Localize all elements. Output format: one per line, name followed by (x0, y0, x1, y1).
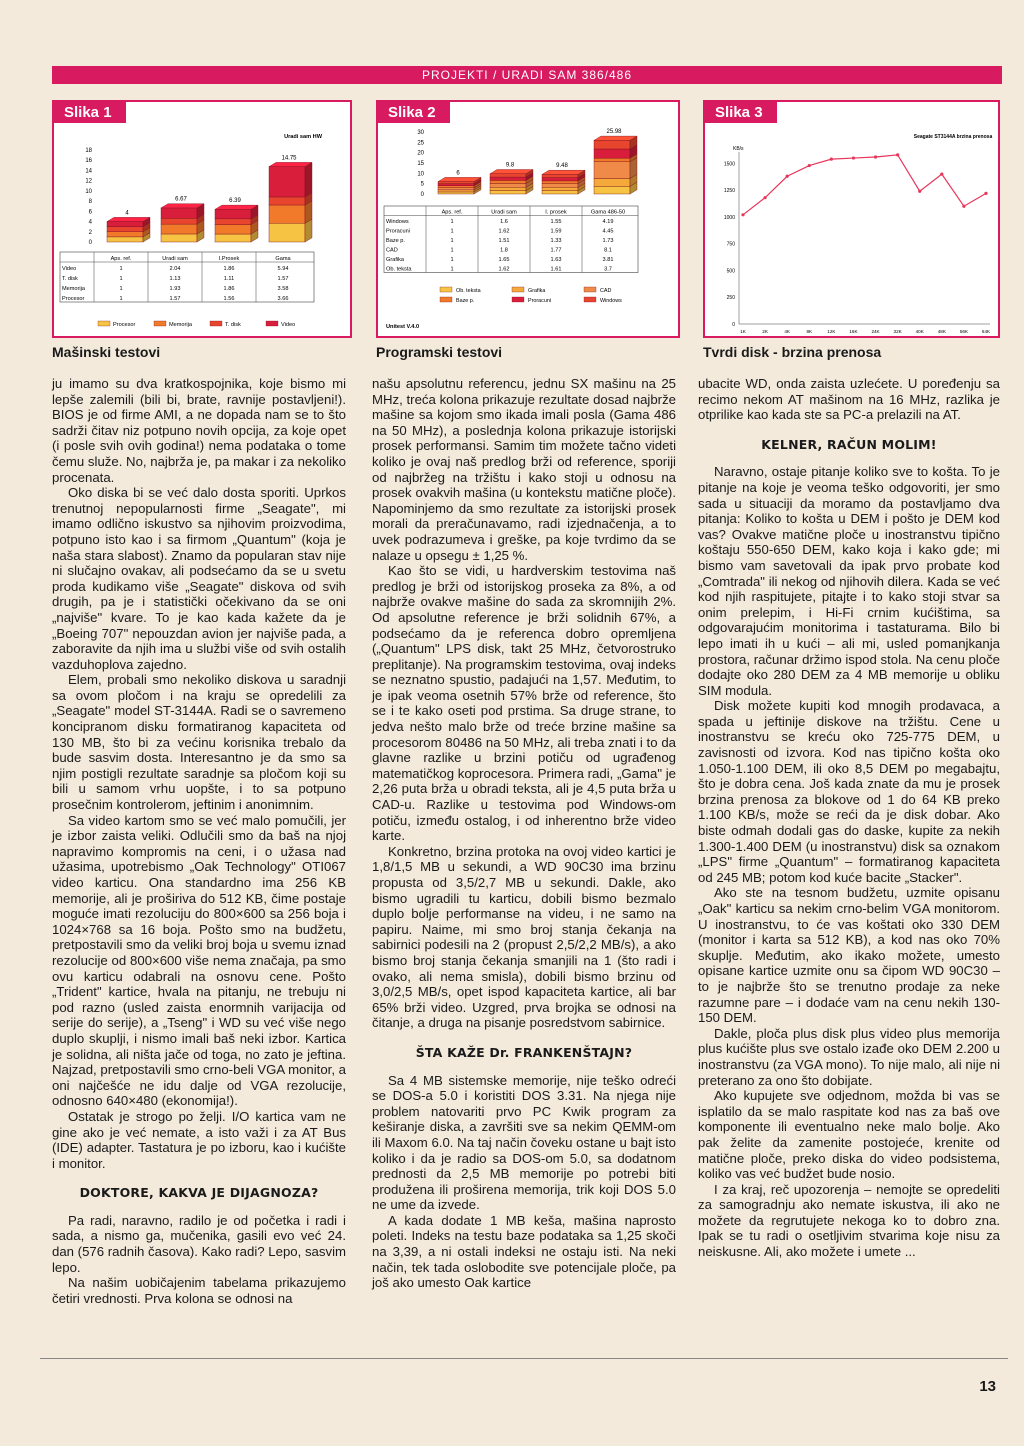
table-cell: 1.59 (550, 228, 562, 235)
bar-total-label: 25.98 (606, 129, 622, 136)
legend-swatch (210, 321, 222, 326)
table-cell: 3.7 (604, 266, 612, 273)
legend-swatch (440, 287, 452, 292)
y-tick-label: 18 (85, 148, 92, 154)
section-heading: DOKTORE, KAKVA JE DIJAGNOZA? (79, 1185, 319, 1201)
data-table (384, 206, 638, 273)
bar-segment (269, 223, 305, 242)
table-cell: 3.58 (277, 286, 289, 292)
section-heading: KELNER, RAČUN MOLIM! (761, 436, 937, 452)
table-cell: 1.57 (169, 296, 181, 302)
x-category-label: Gama 486-50 (590, 209, 626, 216)
bar-total-label: 6.67 (175, 196, 187, 203)
paragraph: Naravno, ostaje pitanje koliko sve to košta. To je pitanje na koje je veoma teško odgovoriti, jer smo sada u situaciji da moramo da postavljamo dva pitanja: Koliko to košta u DEM i pošto je DEM kod vas? Ovakve matične ploče u inostranstvu tipično koštaju 550-650 DEM, kako koja i kako gde; mi bismo vam savetovali da ipak prvo probate kod „Comtrada" ili nekog od njihovih dilera. Kada se već kod njih raspitujete, pitajte i to kako stoji stvar sa onim prelepim, i Hi-Fi crnim kućištima, sa odgovarajućim monitorima i tastaturama. Bilo bi lepo imati ih u kući – ali mi, usled pomanjkanja prostora, računar držimo ispod stola. Na cenu ploče dodajte oko 280 DEM za 4 MB memorije u obliku SIM modula. (698, 464, 1000, 698)
legend-label: Video (281, 322, 296, 328)
x-category-label: Uradi sam (491, 209, 517, 216)
table-cell: 1.62 (498, 228, 510, 235)
table-cell: 1.93 (169, 286, 181, 292)
bar-top (490, 170, 533, 174)
data-point (830, 158, 833, 161)
legend-swatch (154, 321, 166, 326)
legend-label: Grafika (528, 288, 546, 294)
table-row-label: Baze p. (386, 238, 405, 244)
figure-1 (52, 100, 352, 338)
paragraph: Na našim uobičajenim tabelama prikazujemo četiri vrednosti. Prva kolona se odnosi na (52, 1275, 346, 1306)
table-cell: 1 (450, 266, 454, 273)
bar-segment (594, 162, 630, 179)
table-cell: 5.94 (277, 266, 289, 272)
x-tick-label: 1K (740, 329, 746, 334)
data-point (874, 155, 877, 158)
chart-series-title: Seagate ST3144A brzina prenosa (913, 134, 993, 140)
bar-segment (542, 187, 578, 190)
table-cell: 1.62 (498, 266, 510, 273)
text-column-3 (698, 376, 1000, 1260)
x-tick-label: 2K (762, 329, 768, 334)
bar-segment (594, 140, 630, 149)
bar-segment-side (305, 162, 312, 197)
paragraph: Konkretno, brzina protoka na ovoj video kartici je 1,8/1,5 MB u sekundi, a WD 90C30 ima brzinu propusta od 3,5/2,7 MB u sekundi. Dakle, ako bismo ugradili tu karticu, dobili bismo bezmalo duplo bolje performanse na videu, i ne samo na papiru. Naime, mi smo broj stanja čekanja na sabirnici podesili na 2 (propust 2,5/2,2 MB/s), a ako bismo broj stanja čekanja smanjili na 1 (što radi i ovako, ali nema smisla), dobili bismo brzinu od 3,0/2,5 MB/s, opet ispod kapaciteta kartice, ali bar 65% brži video. Uzgred, prva brojka se odnosi na čitanje, a druga na pisanje posredstvom sabirnice. (372, 843, 676, 1031)
bar-segment (438, 182, 474, 184)
bar-segment (438, 192, 474, 194)
table-cell: 1.56 (223, 296, 235, 302)
bar-segment (594, 158, 630, 162)
paragraph: I za kraj, reč upozorenja – nemojte se opredeliti za samogradnju ako nemate iskustva, ili ako ne možete da regrutujete nekoga ko to dobro zna. Ipak se tu radi o osetljivim stvarima koje nisu za neiskusne. Ali, ako možete i umete ... (698, 1181, 1000, 1260)
data-point (984, 192, 987, 195)
figure-2-caption: Programski testovi (376, 344, 503, 360)
table-cell: 1 (450, 228, 454, 235)
table-cell: 1.65 (498, 257, 510, 263)
table-cell: 1.33 (550, 238, 562, 244)
x-category-label: I. prosek (545, 209, 567, 216)
x-tick-label: 56K (959, 329, 969, 334)
table-row-label: Video (62, 266, 77, 272)
data-point (763, 196, 766, 199)
legend-label: Proracuni (528, 298, 552, 304)
x-tick-label: 48K (937, 329, 946, 334)
bar-total-label: 6.39 (229, 198, 241, 205)
bar-segment (438, 186, 474, 188)
bar-segment (594, 186, 630, 194)
y-unit-label: KB/s (733, 146, 744, 152)
y-tick-label: 750 (726, 241, 735, 248)
bar-total-label: 9.8 (505, 162, 515, 169)
paragraph: Ako kupujete sve odjednom, možda bi vas se isplatilo da se malo raspitate kod nas za baš ove komponente ili eventualno neke malo bolje. Ako pak želite da zamenite postojeće, krenite od matične ploče, preko diska do video podsistema, koliko vas već budžet bude nosio. (698, 1088, 1000, 1182)
data-point (896, 153, 899, 156)
paragraph: Disk možete kupiti kod mnogih prodavaca, a spada u jeftinije diskove na tržištu. Cene u inostranstvu se kreću oko 725-775 DEM, u zavisnosti od izvora. Kod nas tipično košta oko 1.050-1.100 DEM, ili oko 8,5 DEM po megabajtu, što je dobra cena. Još kada znate da mu je prosek brzina prenosa za blokove od 1 do 64 KB preko 1.100 KB/s, može se reći da je disk dobar. Ako biste odmah dodali gas do daske, kupite za nekih 1.300-1.400 DEM (u inostranstvu) disk sa oznakom „LPS" firme „Quantum" – formatiranog kapaciteta od 245 MB; potom kod kuće bacite „Stacker". (698, 698, 1000, 885)
table-cell: 1.86 (223, 266, 235, 272)
chart-1 (54, 102, 350, 336)
data-point (940, 173, 943, 176)
bar-segment (594, 178, 630, 186)
y-tick-label: 2 (88, 229, 92, 236)
bar-segment (490, 180, 526, 183)
paragraph: Ostatak je strogo po želji. I/O kartica vam ne gine ako je već nemate, a isto važi i za AT Bus (IDE) adapter. Tastatura je po izboru, kao i kućište i monitor. (52, 1108, 346, 1171)
table-cell: 3.81 (602, 257, 614, 263)
figure-2-label: Slika 2 (378, 102, 450, 123)
y-tick-label: 500 (726, 268, 735, 275)
series-line (743, 155, 986, 215)
y-tick-label: 0 (88, 240, 92, 246)
table-cell: 1.51 (498, 238, 510, 244)
x-category-label: I.Prosek (218, 256, 240, 262)
table-row-label: Grafika (386, 257, 405, 263)
y-tick-label: 30 (417, 130, 424, 136)
bar-segment (161, 234, 197, 242)
bar-segment (438, 188, 474, 190)
y-tick-label: 12 (85, 178, 92, 185)
y-tick-label: 6 (88, 209, 92, 216)
table-row-label: Proracuni (386, 228, 410, 235)
y-tick-label: 4 (88, 219, 92, 226)
bar-segment (269, 167, 305, 197)
bar-segment (107, 237, 143, 242)
x-tick-label: 64K (981, 329, 991, 334)
bar-top (107, 217, 150, 221)
legend-swatch (266, 321, 278, 326)
table-cell: 1.13 (169, 276, 181, 282)
table-cell: 1 (450, 219, 454, 225)
x-category-label: Gama (275, 256, 291, 262)
legend-swatch (98, 321, 110, 326)
table-cell: 2.04 (169, 266, 181, 272)
legend-label: Baze p. (456, 298, 475, 304)
bar-top (161, 204, 204, 208)
table-row-label: Memorija (62, 286, 86, 292)
y-tick-label: 1000 (723, 214, 735, 221)
table-cell: 8.1 (604, 247, 612, 254)
bar-segment (161, 218, 197, 224)
legend-label: Memorija (169, 322, 193, 328)
figure-3-caption: Tvrdi disk - brzina prenosa (703, 344, 882, 360)
y-tick-label: 14 (85, 168, 92, 175)
bar-segment (107, 227, 143, 232)
paragraph: A kada dodate 1 MB keša, mašina naprosto poleti. Indeks na testu baze podataka sa 1,25 skoči na 3,39, a ni ostali indeksi ne ostaju isti. Na neki način, tek tada oslobodite sve potencijale ploče, pa još ako umesto Oak kartice (372, 1212, 676, 1291)
data-point (741, 213, 744, 216)
table-row-label: CAD (386, 247, 398, 254)
y-tick-label: 1250 (723, 188, 735, 195)
paragraph: Ako ste na tesnom budžetu, uzmite opisanu „Oak" karticu sa nekim crno-belim VGA monitorom. U inostranstvu, to će vas koštati oko 330 DEM (monitor i karta sa 512 KB), a kod nas oko 70% skuplje. Međutim, ako ikako možete, umesto opisane kartice uzmite onu sa čipom WD 90C30 – to je najbrže što se trenutno prodaje za neke razumne pare – i dodaće vam na cenu nekih 130-150 DEM. (698, 885, 1000, 1026)
data-point (852, 156, 855, 159)
bar-segment (490, 187, 526, 190)
bar-segment (215, 209, 251, 219)
table-cell: 1 (119, 286, 123, 292)
table-cell: 1.57 (277, 276, 289, 282)
bar-total-label: 6 (456, 170, 460, 177)
figure-1-label: Slika 1 (54, 102, 126, 123)
legend-swatch (512, 297, 524, 302)
paragraph: Oko diska bi se već dalo dosta sporiti. Uprkos trenutnoj nepopularnosti firme „Seagate", mi imamo odlično iskustvo sa njihovim proizvodima, potpuno isto kao i sa firmom „Quantum" (koja je naša stara slabost). Znamo da popularan stav nije ni slučajno ovakav, ali podsećamo da se u svetu proda kudikamo više „Seagate" diskova od svih drugih, pa je i statistički očekivano da se oni „najviše" kvare. To je kao kada kažete da je „Boeing 707" nepouzdan avion jer najviše pada, a zaboravite da njih ima u službi više od svih ostalih vazduhoplova zajedno. (52, 485, 346, 672)
y-tick-label: 250 (726, 295, 735, 302)
bar-segment (490, 191, 526, 194)
bar-segment (542, 191, 578, 194)
data-point (808, 164, 811, 167)
figure-2 (376, 100, 680, 338)
legend-label: Windows (600, 298, 622, 304)
table-cell: 3.66 (277, 296, 289, 302)
y-tick-label: 8 (88, 199, 92, 206)
y-tick-label: 10 (417, 171, 424, 178)
y-tick-label: 16 (85, 158, 92, 165)
data-point (786, 175, 789, 178)
x-tick-label: 24K (871, 329, 880, 334)
paragraph: ju imamo su dva kratkospojnika, koje bismo mi lepše zalemili (bili bi, brate, ravnije postavljeni!). BIOS je od firme AMI, a ne dopada nam se to što sadrži čitav niz potpuno novih opcija, za koje opet (i posle svih ovih godina!) nema podataka o tome čemu služe. No, najbrža je, pa makar i za nekoliko procenata. (52, 376, 346, 485)
bar-segment (542, 181, 578, 184)
chart-footer: Unitest V.4.0 (386, 324, 420, 330)
data-point (918, 190, 921, 193)
x-tick-label: 40K (915, 329, 924, 334)
bar-segment (161, 208, 197, 218)
legend-swatch (440, 297, 452, 302)
x-tick-label: 32K (893, 329, 902, 334)
y-tick-label: 0 (420, 192, 424, 198)
text-column-2 (372, 376, 676, 1291)
bar-segment (107, 222, 143, 227)
figure-1-caption: Mašinski testovi (52, 344, 161, 360)
table-cell: 1.55 (550, 219, 562, 225)
legend-label: T. disk (225, 322, 241, 328)
bar-segment (215, 234, 251, 242)
x-tick-label: 12K (827, 329, 836, 334)
x-tick-label: 4K (784, 329, 790, 334)
y-tick-label: 25 (417, 140, 424, 147)
table-cell: 1.77 (550, 247, 562, 254)
table-cell: 1.11 (223, 276, 235, 282)
bar-top (215, 205, 258, 209)
bar-segment (438, 184, 474, 186)
chart-3 (705, 102, 998, 336)
table-cell: 4.19 (602, 219, 614, 225)
legend-swatch (584, 297, 596, 302)
bar-segment (490, 184, 526, 188)
paragraph: Pa radi, naravno, radilo je od početka i radi i sada, a nismo ga, mučenika, gasili evo već 24. dan (576 radnih časova). Kako radi? Lepo, sasvim lepo. (52, 1212, 346, 1275)
section-banner: PROJEKTI / URADI SAM 386/486 (52, 66, 1002, 84)
y-tick-label: 10 (85, 188, 92, 195)
data-point (962, 205, 965, 208)
table-row-label: T. disk (62, 276, 78, 282)
bar-segment (161, 224, 197, 234)
x-category-label: Uradi sam (162, 256, 188, 262)
bar-segment (215, 225, 251, 235)
bar-segment (215, 219, 251, 225)
y-tick-label: 1500 (723, 161, 735, 168)
section-heading: ŠTA KAŽE Dr. FRANKENŠTAJN? (415, 1044, 633, 1060)
table-row-label: Windows (386, 219, 409, 225)
legend-label: Procesor (113, 322, 136, 328)
page-number: 13 (979, 1378, 996, 1395)
chart-series-title: Uradi sam HW (284, 134, 322, 140)
paragraph: Sa video kartom smo se već malo pomučili, jer je izbor zaista veliki. Odlučili smo da baš na njoj napravimo kompromis na ceni, i o užasa nad užasima, upotrebismo „Oak Technology" OTI067 video karticu. Ona standardno ima 256 KB memorije, ali je proširiva do 512 KB, čime postaje moguće imati rezoluciju do 800×600 sa 256 boja i 1024×768 sa 16 boja. Pošto smo na budžetu, pretpostavili smo da veliki broj boja u svemu iznad rezolucije od 800×600 više nema značaja, pa smo ovu karticu odabrali na osnovu cene. Pošto „Trident" kartice, hvala na pitanju, ne trebuju ni pod razno (usled zaista enormnih varijacija od serije do serije), a „Tseng" i WD su već više nego duplo skuplji, i nismo imali baš neki izbor. Kartica je solidna, ali ništa jače od toga, no zato je jeftina. Najzad, pretpostavili smo crno-beli VGA monitor, a oni najčešće ne idu dalje od VGA rezolucije, odnosno 640×480 (ekonomija!). (52, 812, 346, 1109)
bar-total-label: 14.75 (281, 155, 297, 162)
paragraph: Dakle, ploča plus disk plus video plus memorija plus kućište plus sve ostalo izađe oko DEM 2.200 u inostranstvu (za VGA mono). To nije malo, ali nije ni preterano za ono što dobijate. (698, 1025, 1000, 1088)
y-tick-label: 5 (420, 181, 424, 188)
y-tick-label: 0 (732, 322, 735, 328)
paragraph: Kao što se vidi, u hardverskim testovima naš predlog je brži od istorijskog proseka za 8%, a od najbrže ovakve mašine do sada za skromnijih 2%. Od apsolutne reference je brži solidnih 67%, a podsećamo da je referenca dobro opremljena („Quantum" LPS disk, takt 25 MHz, četvorostruko preplitanje). Na programskim testovima, ovaj indeks se neznatno spustio, padajući na 1,57. Međutim, to je ipak veoma osetnih 57% brže od reference, što se i te kako oseti pod prstima. Sa druge strane, to jedva nešto malo brže od treće brzine mašine sa procesorom 80486 na 50 MHz, ali treba znati i to da glavne razlike u brzini potiču od ugrađenog matematičkog koprocesora. Primera radi, „Gama" je 2,26 puta brža u obradi teksta, ali je 4,5 puta brža u CAD-u. Razlike u testovima pod Windows-om potiču, između ostalog, i od inherentno brže video karte. (372, 563, 676, 844)
table-cell: 1 (450, 247, 454, 254)
table-cell: 1 (450, 257, 454, 263)
bar-segment (542, 184, 578, 188)
table-row-label: Procesor (62, 296, 85, 302)
bar-segment (542, 178, 578, 181)
table-cell: 1.86 (223, 286, 235, 292)
y-tick-label: 20 (417, 150, 424, 157)
bar-segment (490, 174, 526, 177)
table-cell: 1.61 (550, 266, 562, 273)
bar-segment (269, 197, 305, 205)
x-tick-label: 8K (806, 329, 813, 334)
table-cell: 1.8 (500, 247, 508, 254)
footer-rule (40, 1358, 1008, 1359)
table-cell: 1.6 (500, 219, 508, 225)
bar-segment (490, 177, 526, 180)
bar-total-label: 9.48 (556, 163, 568, 170)
bar-top (594, 136, 637, 140)
legend-swatch (584, 287, 596, 292)
bar-segment (542, 174, 578, 177)
paragraph: našu apsolutnu referencu, jednu SX mašinu na 25 MHz, treća kolona prikazuje rezultate dosad najbrže mašine sa kojom smo ikada imali posla (Gama 486 na 50 MHz), a poslednja kolona prikazuje istorijski prosek performansi. Samim tim možete tačno videti koliko je ovaj naš predlog brži od reference, sporiji od najbržeg na tržištu i kako stoji u odnosu na prosek ovakvih mašina (u kontekstu matične ploče). Napominjemo da smo rezultate za istorijski prosek morali da preračunavamo, radi izjednačenja, a to uvek podrazumeva i greške, pa koje tvrdimo da se nalaze u opsegu ± 1,25 %. (372, 376, 676, 563)
figure-3-label: Slika 3 (705, 102, 777, 123)
bar-segment (269, 205, 305, 223)
table-cell: 1 (119, 266, 123, 272)
paragraph: ubacite WD, onda zaista uzlećete. U poređenju sa recimo nekom AT mašinom na 16 MHz, razlika je otprilike kao kada ste sa PC-a prelazili na AT. (698, 376, 1000, 423)
bar-top (269, 162, 312, 166)
x-tick-label: 16K (849, 329, 858, 334)
bar-segment (594, 149, 630, 158)
figure-3 (703, 100, 1000, 338)
table-cell: 1.63 (550, 257, 562, 263)
chart-2 (378, 102, 678, 336)
bar-segment (107, 232, 143, 237)
bar-segment (438, 190, 474, 192)
bar-top (542, 170, 585, 174)
table-cell: 1 (450, 238, 454, 244)
y-tick-label: 15 (417, 161, 424, 167)
legend-label: Ob. teksta (456, 288, 481, 294)
table-row-label: Ob. teksta (386, 266, 412, 273)
bar-top (438, 177, 481, 181)
legend-swatch (512, 287, 524, 292)
bar-total-label: 4 (125, 210, 129, 217)
x-category-label: Aps. ref. (441, 209, 463, 216)
paragraph: Sa 4 MB sistemske memorije, nije teško odreći se DOS-a 5.0 i koristiti DOS 3.31. Na njega nije problem natovariti prvo PC Kwik program za keširanje diska, a završiti sve sa nekim QEMM-om ili Maxom 6.0. Na taj način čoveku ostane u bajt isto koliko i da je radio sa DOS-om 5.0, sa dodatnom prednosti da 2,5 MB memorije po potrebi biti produžena ili proširena memorija, trik koji DOS 5.0 ne ume da izvede. (372, 1072, 676, 1213)
table-cell: 1 (119, 276, 123, 282)
table-cell: 1.73 (602, 238, 614, 244)
legend-label: CAD (600, 288, 612, 294)
paragraph: Elem, probali smo nekoliko diskova u saradnji sa ovom pločom i na kraju se opredelili za „Seagate" model ST-3144A. Radi se o savremeno koncipranom disku formatiranog kapaciteta od 130 MB, što bi za većinu korisnika trebalo da bude sasvim dosta. Interesantno je da smo sa njim postigli rezultate saradnje sa pločom koji su bili u samom vrhu uopšte, i to sa potpuno prosečnim kontrolerom, jeftinim i anonimnim. (52, 672, 346, 813)
table-cell: 4.45 (602, 228, 614, 235)
x-category-label: Aps. ref. (110, 256, 132, 262)
text-column-1 (52, 376, 346, 1306)
table-cell: 1 (119, 296, 123, 302)
